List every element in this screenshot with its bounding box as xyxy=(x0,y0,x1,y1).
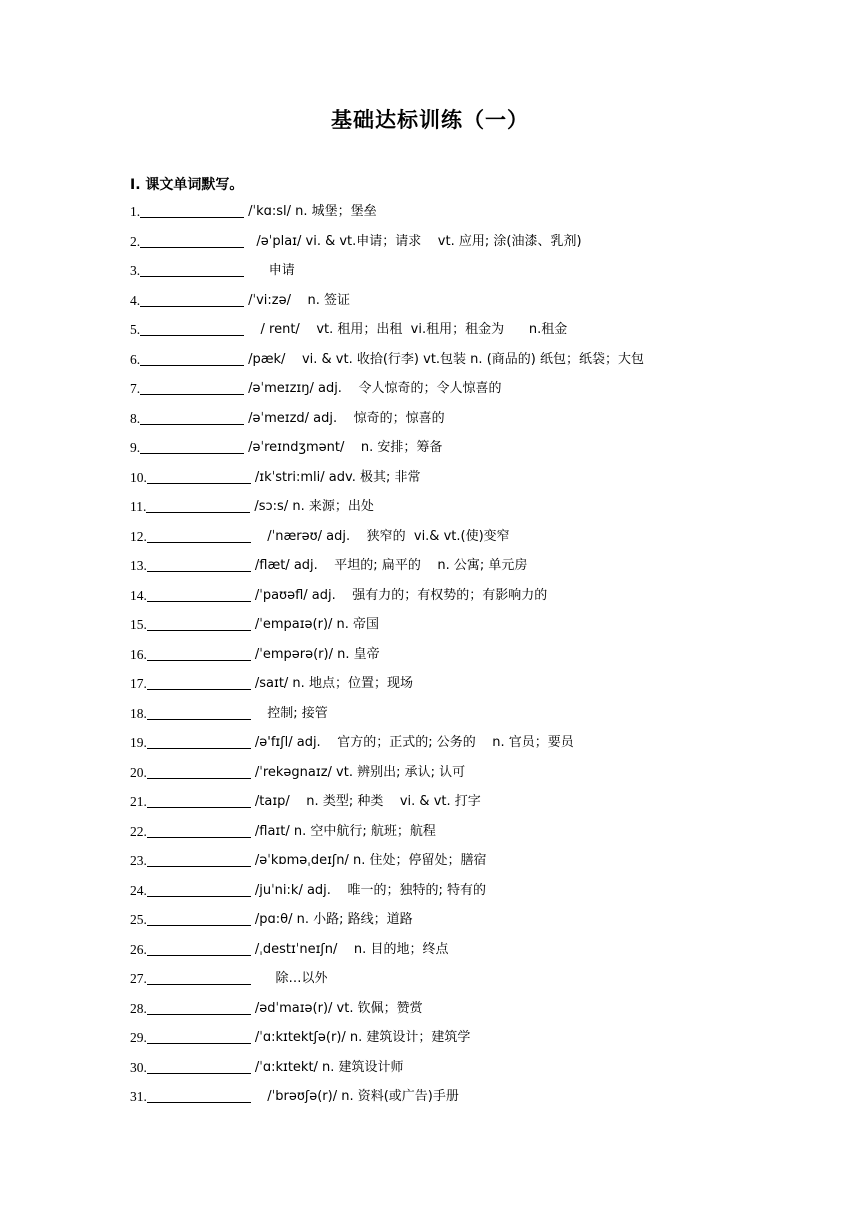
item-number: 18. xyxy=(130,705,147,721)
answer-blank[interactable] xyxy=(147,704,251,720)
answer-blank[interactable] xyxy=(140,202,244,218)
item-number: 9. xyxy=(130,440,141,455)
item-definition: /ˈrekəgnaɪz/ vt. 辨别出; 承认; 认可 xyxy=(254,764,466,780)
vocab-item xyxy=(130,1028,830,1058)
vocab-item xyxy=(130,556,830,586)
vocab-item xyxy=(130,615,830,645)
item-number: 20. xyxy=(130,764,147,780)
section-heading: Ⅰ. 课文单词默写。 xyxy=(130,177,244,193)
vocab-item xyxy=(130,1087,830,1117)
answer-blank[interactable] xyxy=(147,792,251,808)
item-definition: /ˈɑ:kɪtektʃə(r)/ n. 建筑设计；建筑学 xyxy=(254,1030,471,1045)
item-definition: /taɪp/ n. 类型; 种类 vi. & vt. 打字 xyxy=(254,794,481,809)
vocab-item xyxy=(130,232,830,262)
item-definition: /ˈvi:zə/ n. 签证 xyxy=(248,292,350,308)
vocab-item xyxy=(130,409,830,439)
item-definition: /ˌdestɪˈneɪʃn/ n. 目的地；终点 xyxy=(254,941,449,957)
item-number: 8. xyxy=(130,410,141,426)
item-number: 15. xyxy=(130,617,147,632)
answer-blank[interactable] xyxy=(147,556,251,572)
answer-blank[interactable] xyxy=(140,261,244,277)
item-number: 23. xyxy=(130,853,147,868)
item-definition: /juˈni:k/ adj. 唯一的；独特的; 特有的 xyxy=(254,882,486,898)
item-number: 30. xyxy=(130,1059,147,1075)
vocab-item xyxy=(130,674,830,704)
item-number: 1. xyxy=(130,204,141,219)
vocab-item xyxy=(130,999,830,1029)
vocab-item xyxy=(130,527,830,557)
item-number: 3. xyxy=(130,263,141,278)
item-number: 13. xyxy=(130,558,147,573)
vocab-item xyxy=(130,733,830,763)
answer-blank[interactable] xyxy=(147,851,251,867)
item-number: 26. xyxy=(130,941,147,957)
answer-blank[interactable] xyxy=(147,674,251,690)
vocab-item xyxy=(130,969,830,999)
item-number: 25. xyxy=(130,912,147,927)
item-number: 5. xyxy=(130,322,141,337)
item-number: 16. xyxy=(130,646,147,662)
item-definition: /əˈmeɪzd/ adj. 惊奇的；惊喜的 xyxy=(248,410,445,426)
vocab-item xyxy=(130,438,830,468)
item-definition: /əˈreɪndʒmənt/ n. 安排；筹备 xyxy=(248,440,443,455)
item-number: 10. xyxy=(130,469,147,485)
vocab-item xyxy=(130,940,830,970)
item-definition: /əˈplaɪ/ vi. & vt.申请；请求 vt. 应用; 涂(油漆、乳剂) xyxy=(248,233,582,249)
answer-blank[interactable] xyxy=(147,999,251,1015)
item-number: 19. xyxy=(130,735,147,750)
vocab-item xyxy=(130,350,830,380)
item-number: 11. xyxy=(130,499,147,514)
item-number: 29. xyxy=(130,1030,147,1045)
item-definition: /ˈnærəʊ/ adj. 狭窄的 vi.& vt.(使)变窄 xyxy=(254,528,510,544)
answer-blank[interactable] xyxy=(147,733,251,749)
item-definition: /ˈpaʊəfl/ adj. 强有力的；有权势的；有影响力的 xyxy=(254,587,548,603)
item-definition: 申请 xyxy=(248,263,295,278)
answer-blank[interactable] xyxy=(147,645,251,661)
item-number: 7. xyxy=(130,381,141,396)
answer-blank[interactable] xyxy=(140,232,244,248)
answer-blank[interactable] xyxy=(147,1028,251,1044)
item-number: 21. xyxy=(130,794,147,809)
item-definition: 除…以外 xyxy=(254,971,328,986)
item-number: 22. xyxy=(130,823,147,839)
vocab-item xyxy=(130,851,830,881)
vocab-item xyxy=(130,822,830,852)
answer-blank[interactable] xyxy=(147,940,251,956)
vocab-item xyxy=(130,704,830,734)
item-number: 6. xyxy=(130,351,141,367)
vocab-item xyxy=(130,1058,830,1088)
vocab-item xyxy=(130,497,830,527)
vocab-item xyxy=(130,291,830,321)
item-definition: /saɪt/ n. 地点；位置；现场 xyxy=(254,676,413,691)
answer-blank[interactable] xyxy=(147,468,251,484)
item-definition: /pæk/ vi. & vt. 收拾(行李) vt.包装 n. (商品的) 纸包；纸袋；大包 xyxy=(248,351,644,367)
item-definition: /ɪkˈstri:mli/ adv. 极其; 非常 xyxy=(254,469,421,485)
item-definition: /əˈkɒməˌdeɪʃn/ n. 住处；停留处；膳宿 xyxy=(254,853,487,868)
answer-blank[interactable] xyxy=(147,586,251,602)
vocab-item xyxy=(130,202,830,232)
item-definition: /sɔ:s/ n. 来源；出处 xyxy=(254,499,374,514)
item-definition: /pɑ:θ/ n. 小路; 路线；道路 xyxy=(254,912,413,927)
vocab-item xyxy=(130,910,830,940)
vocab-item xyxy=(130,763,830,793)
item-number: 2. xyxy=(130,233,141,249)
item-definition: /ə'fɪʃl/ adj. 官方的；正式的; 公务的 n. 官员；要员 xyxy=(254,735,574,750)
vocab-item xyxy=(130,468,830,498)
item-definition: /ˈempaɪə(r)/ n. 帝国 xyxy=(254,617,380,632)
item-number: 17. xyxy=(130,676,147,691)
item-number: 31. xyxy=(130,1089,147,1104)
item-definition: /flæt/ adj. 平坦的; 扁平的 n. 公寓; 单元房 xyxy=(254,558,528,573)
answer-blank[interactable] xyxy=(147,615,251,631)
answer-blank[interactable] xyxy=(147,822,251,838)
answer-blank[interactable] xyxy=(140,438,244,454)
vocab-list xyxy=(130,202,830,1117)
item-definition: /əˈmeɪzɪŋ/ adj. 令人惊奇的；令人惊喜的 xyxy=(248,381,502,396)
vocab-item xyxy=(130,792,830,822)
vocab-item xyxy=(130,320,830,350)
item-number: 12. xyxy=(130,528,147,544)
answer-blank[interactable] xyxy=(146,497,250,513)
answer-blank[interactable] xyxy=(140,320,244,336)
answer-blank[interactable] xyxy=(140,291,244,307)
answer-blank[interactable] xyxy=(140,409,244,425)
answer-blank[interactable] xyxy=(140,379,244,395)
item-number: 4. xyxy=(130,292,141,308)
answer-blank[interactable] xyxy=(147,763,251,779)
item-definition: 控制; 接管 xyxy=(254,705,328,721)
page-title: 基础达标训练（一） xyxy=(331,108,529,132)
item-definition: /ˈempərə(r)/ n. 皇帝 xyxy=(254,646,380,662)
answer-blank[interactable] xyxy=(147,1087,251,1103)
item-number: 27. xyxy=(130,971,147,986)
vocab-item xyxy=(130,881,830,911)
item-definition: /flaɪt/ n. 空中航行; 航班；航程 xyxy=(254,823,436,839)
item-definition: / rent/ vt. 租用；出租 vi.租用；租金为 n.租金 xyxy=(248,322,568,337)
vocab-item xyxy=(130,645,830,675)
item-definition: /ədˈmaɪə(r)/ vt. 钦佩；赞赏 xyxy=(254,1000,423,1016)
item-number: 28. xyxy=(130,1000,147,1016)
vocab-item xyxy=(130,586,830,616)
answer-blank[interactable] xyxy=(147,1058,251,1074)
answer-blank[interactable] xyxy=(147,969,251,985)
answer-blank[interactable] xyxy=(147,910,251,926)
answer-blank[interactable] xyxy=(140,350,244,366)
item-number: 24. xyxy=(130,882,147,898)
answer-blank[interactable] xyxy=(147,527,251,543)
answer-blank[interactable] xyxy=(147,881,251,897)
vocab-item xyxy=(130,261,830,291)
vocab-item xyxy=(130,379,830,409)
item-number: 14. xyxy=(130,587,147,603)
item-definition: /ˈɑ:kɪtekt/ n. 建筑设计师 xyxy=(254,1059,404,1075)
item-definition: /ˈbrəʊʃə(r)/ n. 资料(或广告)手册 xyxy=(254,1089,459,1104)
item-definition: /ˈkɑ:sl/ n. 城堡；堡垒 xyxy=(248,204,377,219)
